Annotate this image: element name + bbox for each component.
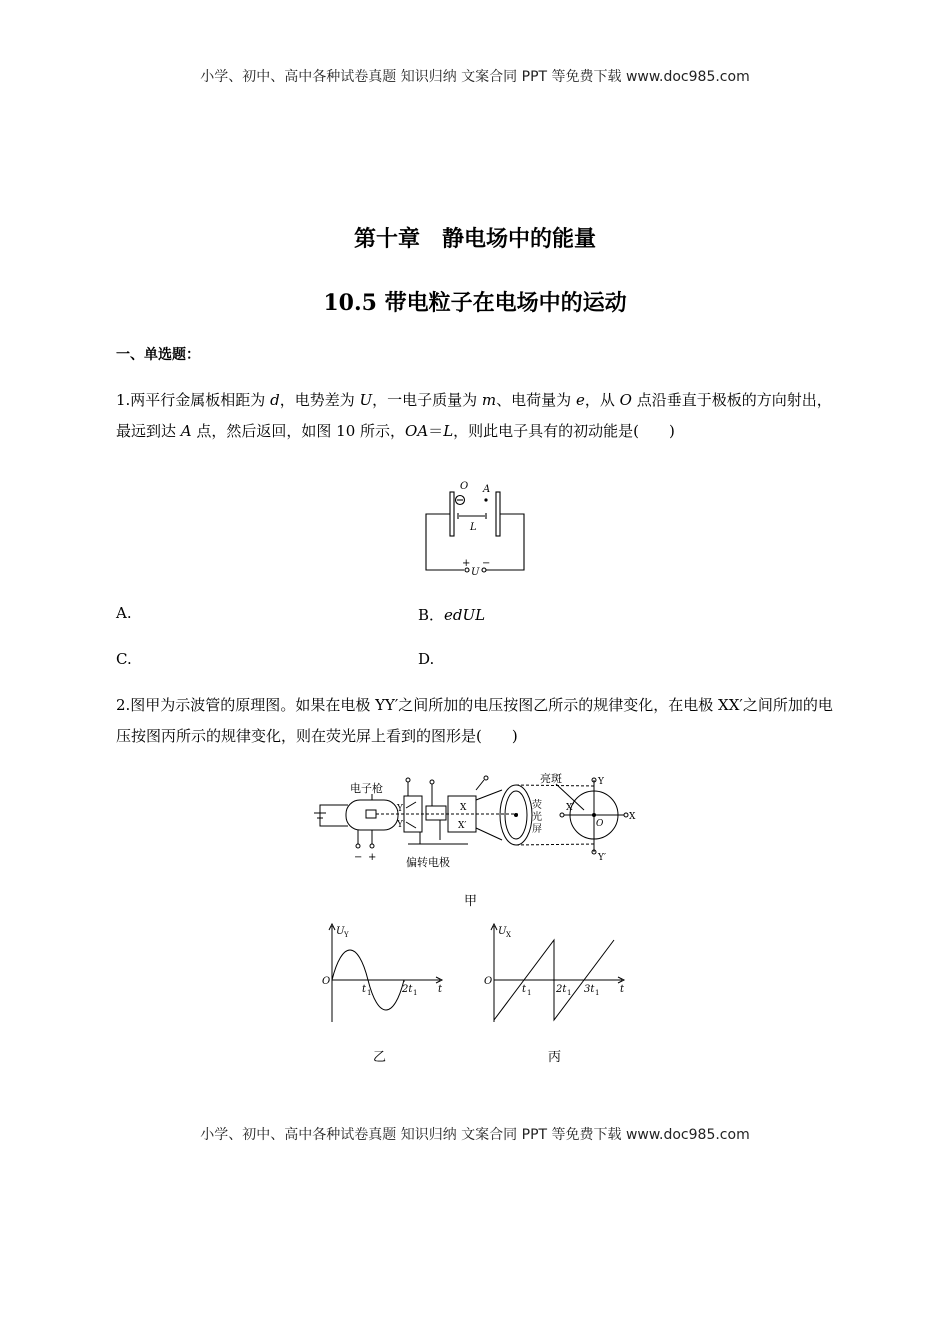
label-screen-x: X [629,812,636,822]
label-plate-yp: Y′ [397,820,405,830]
svg-text:1: 1 [413,989,418,997]
label-gun-minus: − [354,852,363,863]
svg-text:2t: 2t [402,984,413,995]
svg-text:Y: Y [344,931,349,939]
svg-text:t: t [522,984,527,995]
label-plate-xp: X′ [458,821,467,831]
q1-option-d[interactable]: D. [418,650,435,668]
svg-text:1: 1 [567,989,572,997]
question-2-text: 2.图甲为示波管的原理图。如果在电极 YY′之间所加的电压按图乙所示的规律变化，在电极 XX′之间所加的电压按图丙所示的规律变化，则在荧光屏上看到的图形是( ) [116,696,833,745]
minus-label: − [482,558,491,569]
label-screen-2: 光 [532,812,542,823]
svg-text:1: 1 [595,989,600,997]
label-screen-yp: Y′ [598,853,606,863]
label-screen-1: 荧 [532,800,542,811]
plus-label: + [462,558,471,569]
label-plate-y: Y [397,804,403,814]
point-a-label: A [483,484,491,495]
svg-text:O: O [322,976,331,987]
svg-text:X: X [506,931,511,939]
label-plate-x: X [460,803,467,813]
voltage-u-label: U [471,567,480,578]
caption-bing: 丙 [548,1050,562,1065]
svg-text:2t: 2t [556,984,567,995]
caption-jia: 甲 [464,894,478,909]
svg-text:1: 1 [527,989,532,997]
label-electron-gun: 电子枪 [350,782,383,795]
svg-text:3t: 3t [584,984,595,995]
q1-option-c[interactable]: C. [116,650,132,668]
figure-yi-voltage-y [320,920,450,1030]
figure-bing-voltage-x [482,920,632,1030]
section-title: 10.5 带电粒子在电场中的运动 [323,290,627,316]
svg-text:t: t [620,984,625,995]
page-header: 小学、初中、高中各种试卷真题 知识归纳 文案合同 PPT 等免费下载 www.doc985.com [200,69,750,85]
q1-option-b[interactable]: B．edUL [418,606,486,624]
label-screen-xp: X′ [566,803,575,813]
svg-text:U: U [498,926,507,937]
svg-text:1: 1 [367,989,372,997]
page-footer: 小学、初中、高中各种试卷真题 知识归纳 文案合同 PPT 等免费下载 www.doc985.com [200,1127,750,1143]
svg-text:t: t [362,984,367,995]
distance-l-label: L [470,522,477,533]
section-heading: 一、单选题： [116,347,200,363]
question-1-text: 1.两平行金属板相距为 d，电势差为 U，一电子质量为 m、电荷量为 e，从 O 点沿垂直于极板的方向射出，最远到达 A 点，然后返回，如图 10 所示，OA＝L，则此电子具有的初动能是( ) [116,391,832,440]
label-bright-spot: 亮斑 [540,772,562,785]
svg-text:t: t [438,984,443,995]
point-o-label: O [460,481,469,492]
label-screen-o: O [596,819,604,829]
q1-option-a[interactable]: A. [116,604,132,622]
label-screen-y: Y [598,777,604,787]
label-deflection-electrode: 偏转电极 [406,856,450,869]
caption-yi: 乙 [373,1050,387,1065]
chapter-title: 第十章 静电场中的能量 [353,226,596,252]
svg-text:U: U [336,926,345,937]
svg-text:O: O [484,976,493,987]
label-gun-plus: + [368,852,377,863]
label-screen-3: 屏 [532,824,542,835]
question-1-figure [418,481,538,580]
figure-jia-oscilloscope [308,770,648,870]
